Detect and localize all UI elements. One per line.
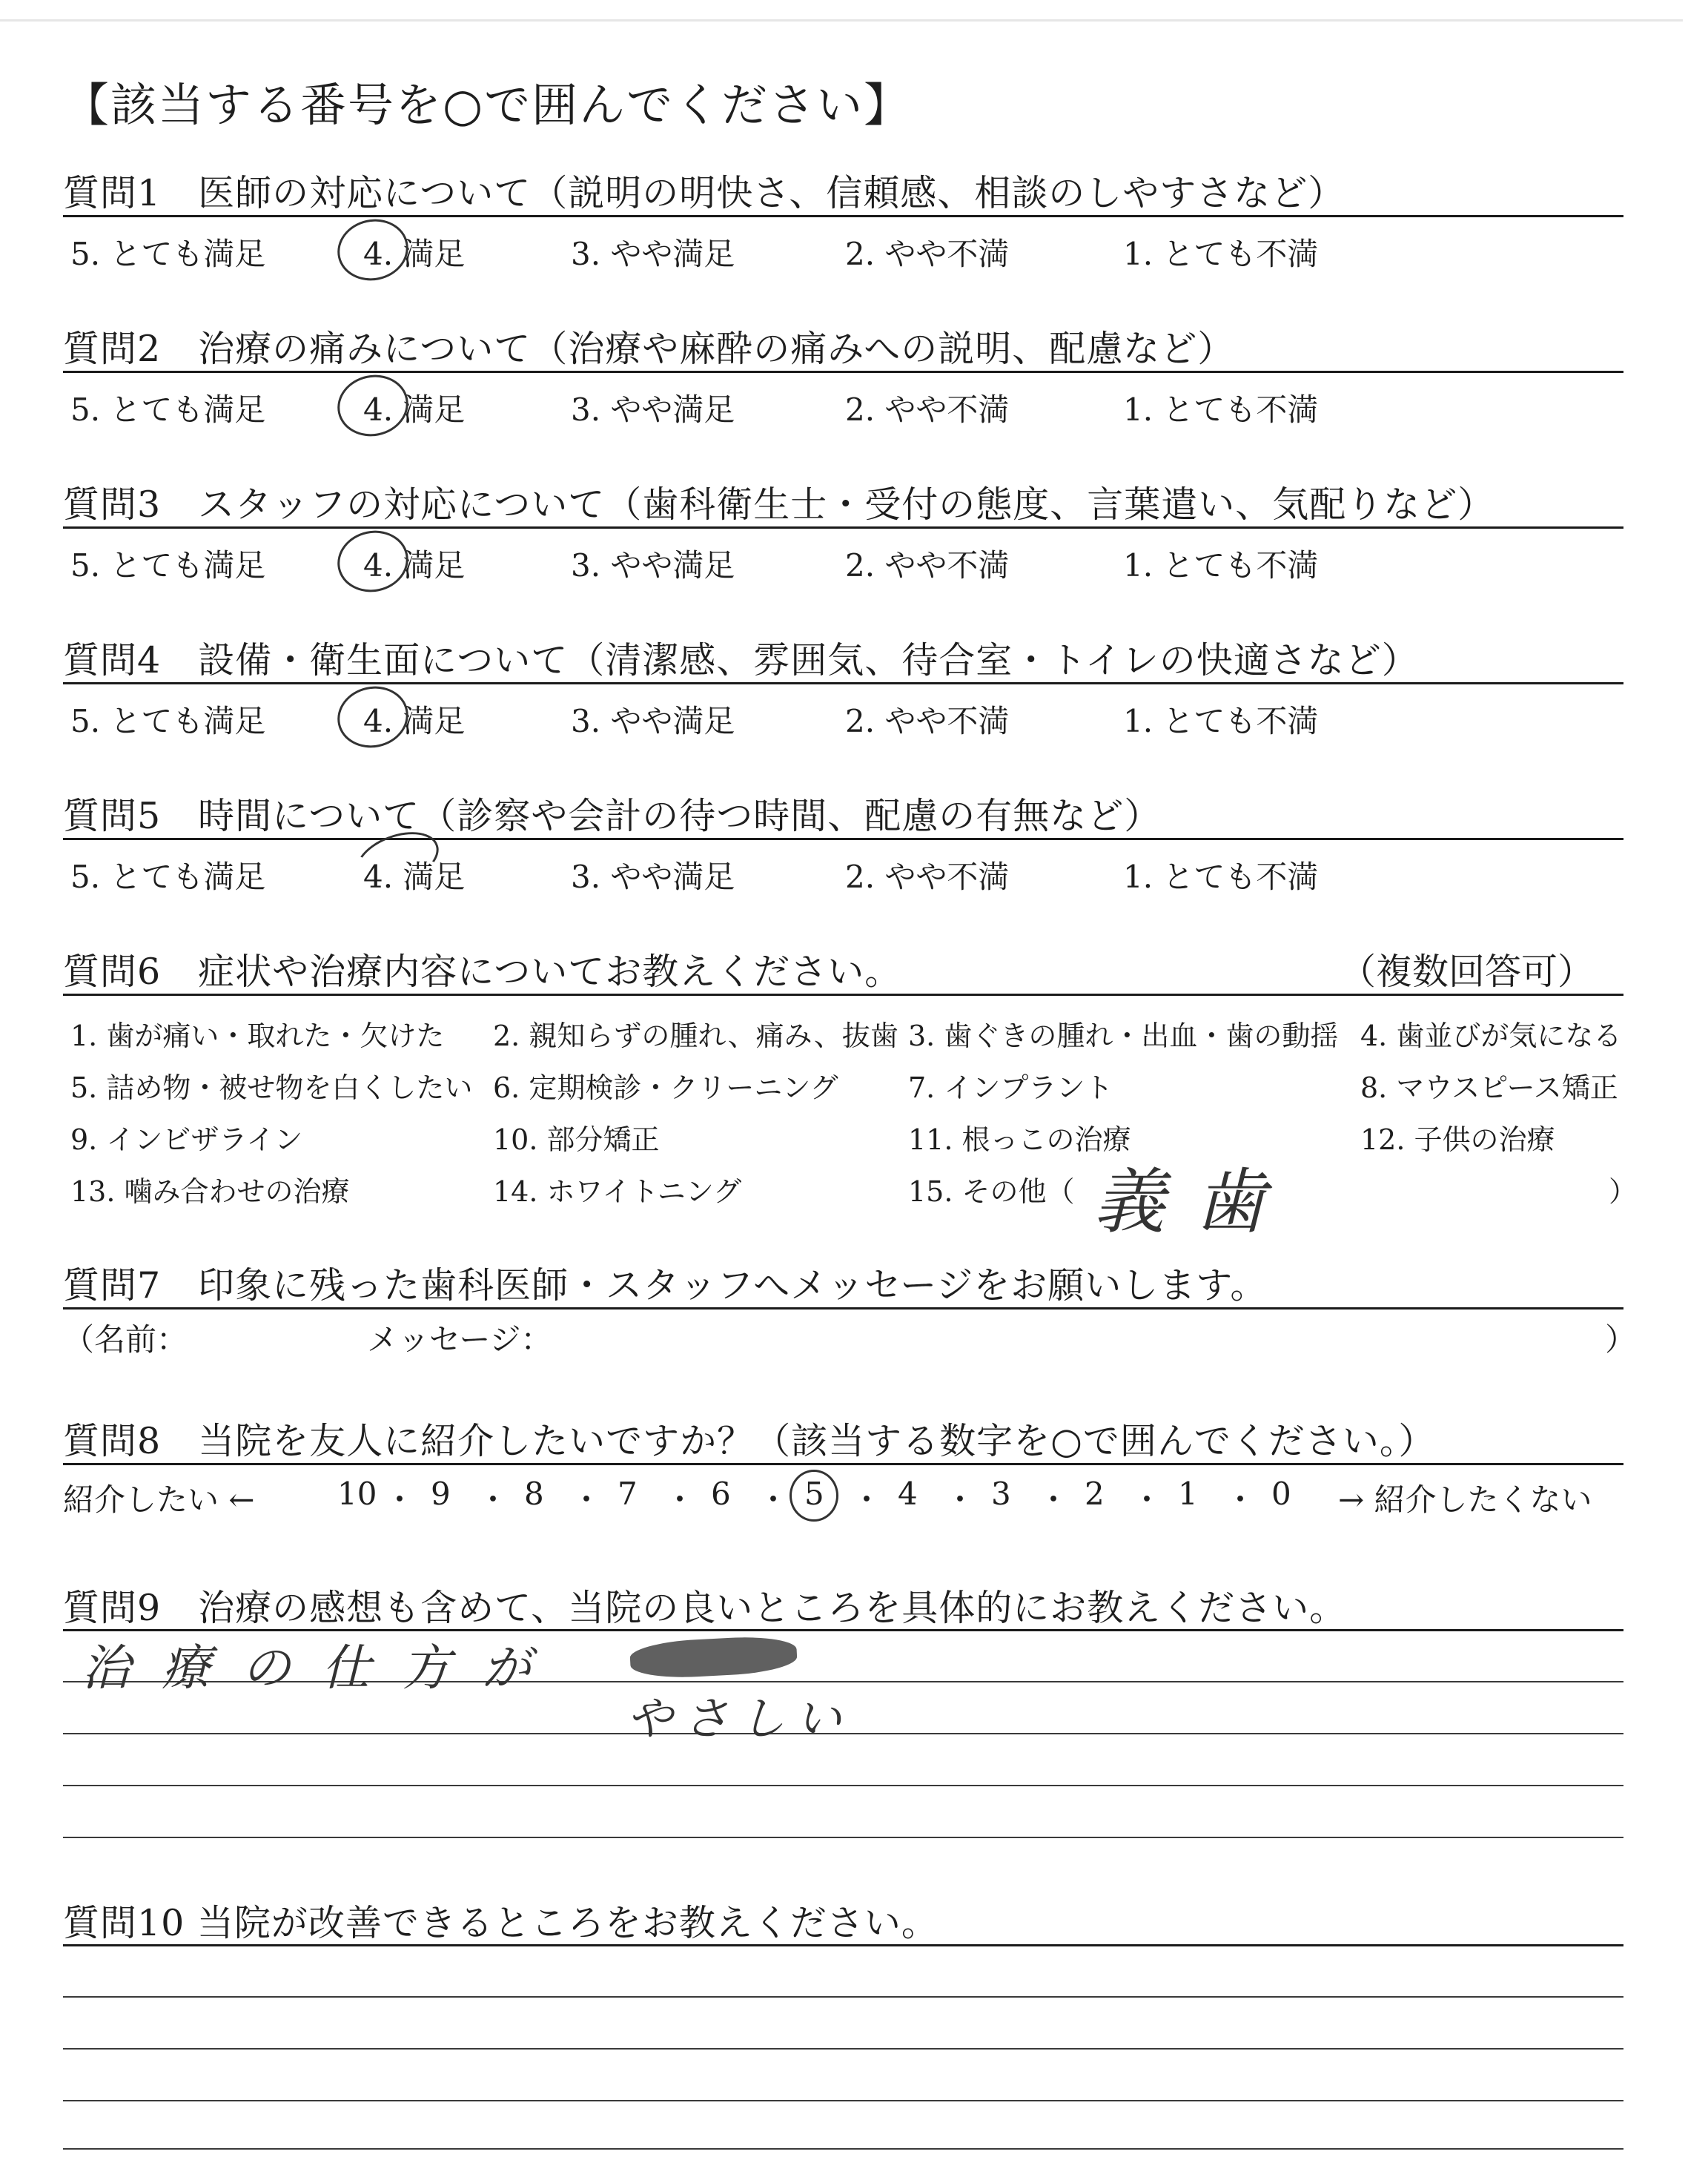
q5-option-1[interactable]: 1. とても不満 [1123, 859, 1319, 895]
scale-separator: ・ [944, 1482, 976, 1518]
question-text: 質問1 医師の対応について（説明の明快さ、信頼感、相談のしやすさなど） [63, 172, 1345, 214]
scale-separator: ・ [1131, 1482, 1163, 1518]
q1-option-4[interactable]: 4. 満足 [363, 236, 466, 272]
question-9 [63, 1579, 1623, 1629]
name-label: （名前： [63, 1321, 188, 1358]
scale-value-9[interactable]: 9 [431, 1476, 451, 1512]
divider [63, 371, 1623, 373]
scale-value-5[interactable]: 5 [804, 1476, 824, 1512]
q5-option-3[interactable]: 3. やや満足 [571, 859, 735, 895]
q4-option-5[interactable]: 5. とても満足 [70, 703, 266, 739]
q1-option-5[interactable]: 5. とても満足 [70, 236, 266, 272]
question-3 [63, 476, 1623, 526]
q5-option-2[interactable]: 2. やや不満 [845, 859, 1010, 895]
q9-handwritten-line-1: 治療の仕方が [82, 1639, 562, 1697]
q4-option-1[interactable]: 1. とても不満 [1123, 703, 1319, 739]
q9-handwritten-line-2: やさしい [626, 1691, 853, 1745]
question-4 [63, 632, 1623, 681]
question-1 [63, 165, 1623, 214]
q2-option-1[interactable]: 1. とても不満 [1123, 392, 1319, 428]
answer-line [63, 2048, 1623, 2050]
scale-separator: ・ [384, 1482, 416, 1518]
scale-separator: ・ [1038, 1482, 1070, 1518]
recommend-right-label: → 紹介したくない [1338, 1482, 1592, 1518]
question-8 [63, 1413, 1623, 1462]
question-text: 質問10 当院が改善できるところをお教えください。 [63, 1902, 939, 1944]
message-label: メッセージ： [367, 1321, 552, 1358]
q6-choice-8[interactable]: 8. マウスピース矯正 [1360, 1071, 1618, 1104]
q4-option-3[interactable]: 3. やや満足 [571, 703, 735, 739]
q2-option-4[interactable]: 4. 満足 [363, 392, 466, 428]
q6-other-handwritten: 義歯 [1093, 1160, 1295, 1244]
question-text: 質問8 当院を友人に紹介したいですか？（該当する数字を○で囲んでください。） [63, 1420, 1436, 1462]
q5-option-4[interactable]: 4. 満足 [363, 859, 466, 895]
question-6 [63, 943, 1623, 993]
q3-option-4[interactable]: 4. 満足 [363, 547, 466, 584]
q3-option-5[interactable]: 5. とても満足 [70, 547, 266, 584]
q6-choice-12[interactable]: 12. 子供の治療 [1360, 1123, 1555, 1156]
recommend-left-label: 紹介したい ← [63, 1482, 255, 1518]
question-text: 質問5 時間について（診察や会計の待つ時間、配慮の有無など） [63, 795, 1162, 837]
question-2 [63, 320, 1623, 370]
q3-option-2[interactable]: 2. やや不満 [845, 547, 1010, 584]
scan-edge [0, 19, 1683, 22]
q1-option-3[interactable]: 3. やや満足 [571, 236, 735, 272]
q4-option-4[interactable]: 4. 満足 [363, 703, 466, 739]
scale-value-8[interactable]: 8 [524, 1476, 544, 1512]
q5-option-5[interactable]: 5. とても満足 [70, 859, 266, 895]
scale-separator: ・ [571, 1482, 603, 1518]
q2-option-5[interactable]: 5. とても満足 [70, 392, 266, 428]
question-text: 質問6 症状や治療内容についてお教えください。 [63, 951, 902, 993]
divider [63, 1463, 1623, 1465]
answer-line [63, 1785, 1623, 1786]
q7-close-paren: ） [1605, 1321, 1637, 1358]
q6-choice-1[interactable]: 1. 歯が痛い・取れた・欠けた [70, 1020, 445, 1052]
scale-value-2[interactable]: 2 [1085, 1476, 1105, 1512]
q6-choice-9[interactable]: 9. インビザライン [70, 1123, 303, 1156]
q6-choice-4[interactable]: 4. 歯並びが気になる [1360, 1020, 1622, 1052]
q6-choice-13[interactable]: 13. 噛み合わせの治療 [70, 1175, 350, 1208]
question-text: 質問3 スタッフの対応について（歯科衛生士・受付の態度、言葉遣い、気配りなど） [63, 483, 1495, 526]
q4-option-2[interactable]: 2. やや不満 [845, 703, 1010, 739]
question-10 [63, 1895, 1623, 1944]
question-text: 質問4 設備・衛生面について（清潔感、雰囲気、待合室・トイレの快適さなど） [63, 639, 1419, 681]
divider [63, 838, 1623, 840]
q1-option-1[interactable]: 1. とても不満 [1123, 236, 1319, 272]
q3-option-3[interactable]: 3. やや満足 [571, 547, 735, 584]
answer-line [63, 1837, 1623, 1838]
divider [63, 1944, 1623, 1946]
divider [63, 1307, 1623, 1309]
answer-line [63, 2148, 1623, 2150]
scale-value-3[interactable]: 3 [991, 1476, 1011, 1512]
q6-choice-3[interactable]: 3. 歯ぐきの腫れ・出血・歯の動揺 [908, 1020, 1339, 1052]
q2-option-2[interactable]: 2. やや不満 [845, 392, 1010, 428]
q6-choice-6[interactable]: 6. 定期検診・クリーニング [493, 1071, 838, 1104]
page-title: 【該当する番号を○で囲んでください】 [63, 78, 912, 132]
scale-separator: ・ [1225, 1482, 1257, 1518]
question-5 [63, 787, 1623, 837]
divider [63, 526, 1623, 529]
q6-choice-10[interactable]: 10. 部分矯正 [493, 1123, 660, 1156]
scribbled-out-word [629, 1634, 798, 1680]
multiple-answers-note: （複数回答可） [1339, 951, 1594, 993]
scale-value-7[interactable]: 7 [618, 1476, 638, 1512]
divider [63, 994, 1623, 996]
q6-choice-5[interactable]: 5. 詰め物・被せ物を白くしたい [70, 1071, 473, 1104]
q6-choice-15[interactable]: 15. その他（ [908, 1175, 1075, 1208]
question-text: 質問2 治療の痛みについて（治療や麻酔の痛みへの説明、配慮など） [63, 328, 1235, 370]
scale-separator: ・ [664, 1482, 696, 1518]
q6-choice-2[interactable]: 2. 親知らずの腫れ、痛み、抜歯 [493, 1020, 898, 1052]
scale-separator: ・ [758, 1482, 790, 1518]
q6-choice-11[interactable]: 11. 根っこの治療 [908, 1123, 1131, 1156]
q2-option-3[interactable]: 3. やや満足 [571, 392, 735, 428]
divider [63, 682, 1623, 684]
scale-separator: ・ [851, 1482, 883, 1518]
divider [63, 215, 1623, 217]
q3-option-1[interactable]: 1. とても不満 [1123, 547, 1319, 584]
question-text: 質問9 治療の感想も含めて、当院の良いところを具体的にお教えください。 [63, 1587, 1347, 1629]
question-7 [63, 1257, 1623, 1307]
scale-value-1[interactable]: 1 [1178, 1476, 1198, 1512]
scale-separator: ・ [477, 1482, 509, 1518]
scale-value-10[interactable]: 10 [337, 1476, 377, 1512]
question-text: 質問7 印象に残った歯科医師・スタッフへメッセージをお願いします。 [63, 1264, 1268, 1307]
q1-option-2[interactable]: 2. やや不満 [845, 236, 1010, 272]
q6-other-close-paren: ） [1609, 1175, 1638, 1208]
q6-choice-7[interactable]: 7. インプラント [908, 1071, 1113, 1104]
scale-value-0[interactable]: 0 [1271, 1476, 1291, 1512]
answer-line [63, 1996, 1623, 1998]
answer-line [63, 2100, 1623, 2101]
scale-value-4[interactable]: 4 [898, 1476, 918, 1512]
scale-value-6[interactable]: 6 [711, 1476, 731, 1512]
q6-choice-14[interactable]: 14. ホワイトニング [493, 1175, 742, 1208]
